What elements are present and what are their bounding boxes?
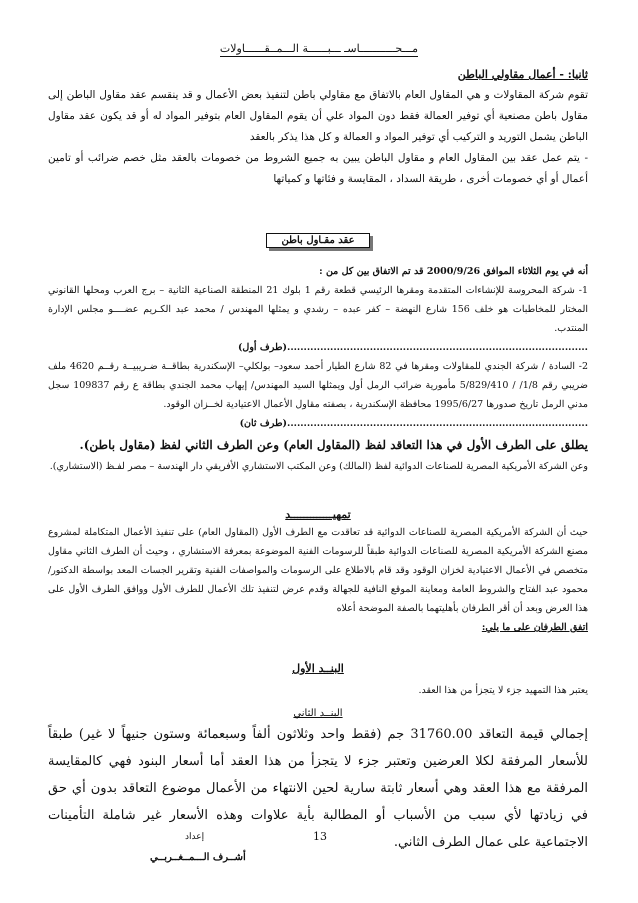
preamble-title: تمهيـــــــــــــد (285, 508, 351, 521)
section-second-title: ثانيا: - أعمال مقاولي الباطن (457, 68, 588, 81)
preamble-agreed: اتفق الطرفان على ما يلي: (481, 622, 588, 633)
alias-line: يطلق على الطرف الأول في هذا التعاقد لفظ (المقاول العام) وعن الطرف الثاني لفظ (مقاول باطن). (79, 438, 588, 452)
party2-text: 2- السادة / شركة الجندي للمقاولات ومقرها في 82 شارع الطيار أحمد سعود– بولكلي– الإسكندرية بطاقــة ضـريبيــة رقــم 4620 ملف ضريبي رقم 1/8/ / 5/829/410 مأمورية ضرائب الرمل أول ويمثلها السيد المهندس/ إيهاب محمد الجندي بطاقة ع رقم 109837 سجل مدني الرمل تاريخ صدورها 1995/6/27 محافظة الإسكندرية ، بصفته مقاول الأعمال الاعتيادية لخــزان الوقود. (48, 361, 588, 410)
header-title: مـــحـــــــــــاسـ ـــبــــــة الـــمــقــــــاولات (219, 42, 419, 55)
consultant-line: وعن الشركة الأمريكية المصرية للصناعات الدوائية لفظ (المالك) وعن المكتب الاستشاري الأفريقي دار الهندسة – مصر لفـظ (الاستشاري). (49, 461, 588, 472)
section-second (48, 68, 588, 190)
section-second-para2: - يتم عمل عقد بين المقاول العام و مقاول الباطن يبين به جميع الشروط من خصومات بالعقد مثل خصم ضرائب أو تامين أعمال أو أي خصومات أخرى ، طريقة السداد ، المقايسة و فئاتها و كمياتها (48, 152, 588, 185)
clause2-text: إجمالي قيمة التعاقد 31760.00 جم (فقط واحد وثلاثون ألفاً وسبعمائة وستون جنيهاً لا غير) طبقاً للأسعار المرفقة لكلا العرضين وتعتبر جزء لا يتجزأ من هذا العقد أما أسعار البنود فهي كالمقايسة المرفقة مع هذا العقد وهي أسعار ثابتة سارية لحين الانتهاء من الأعمال موضوع التعاقد بدون أي حق في زيادتها لأي سبب من الأسباب أو المطالبة بأية علاوات وهذه الأسعار غير شاملة التأمينات الاجتماعية على عمال الطرف الثاني. (48, 727, 588, 850)
party2-label: ...........................................................................................(طرف ثان) (239, 418, 588, 429)
clause1-text: يعتبر هذا التمهيد جزء لا يتجزأ من هذا العقد. (418, 685, 588, 696)
contract-parties (48, 262, 588, 476)
clause1-title: البنــد الأول (292, 662, 344, 675)
contract-box-wrap (48, 228, 588, 248)
party1-text: 1- شركة المحروسة للإنشاءات المتقدمة ومقرها الرئيسي قطعة رقم 1 بلوك 21 المنطقة الصناعية الثانية – برج العرب ومحلها القانوني المختار للمخاطبات هو خلف 156 شارع النهضة – كفر عبده – رشدي و يمثلها المهندس / محمد عبد الكـريم عضــــو مجلس الإدارة المنتدب. (48, 285, 588, 334)
party1-label: ...........................................................................................(طرف أول) (237, 342, 588, 353)
section-second-para1: تقوم شركة المقاولات و هي المقاول العام بالاتفاق مع مقاولي باطن لتنفيذ بعض الأعمال و قد ينقسم عقد مقاول الباطن إلى مقاول باطن مصنعية أي توفير العمالة فقط دون المواد علي أن يقوم المقاول العام بتوفير المواد له أو قد يكون عقد مقاول الباطن يشمل التوريد و التركيب أي توفير المواد و العمالة و كل هذا يذكر بالعقد (48, 89, 588, 143)
preamble (48, 508, 588, 637)
clause-1 (48, 662, 588, 700)
author-name: أشــرف الـــمــغــربــي (150, 852, 246, 863)
contract-intro: أنه في يوم الثلاثاء الموافق 2000/9/26 قد تم الاتفاق بين كل من : (319, 266, 588, 277)
preamble-text: حيث أن الشركة الأمريكية المصرية للصناعات الدوائية قد تعاقدت مع الطرف الأول (المقاول العام) على تنفيذ الأعمال المتكاملة لمشروع مصنع الشركة الأمريكية المصرية للصناعات الدوائية طبقاً للرسومات الفنية الموضوعة بمعرفة الاستشاري ، وحيث أن الطرف الثاني مقاول متخصص في الأعمال الاعتيادية لخزان الوقود وقد قام بالاطلاع على الرسومات والمواصفات الفنية وتقرير الجسات المعد بواسطة الدكتور/ محمود عبد الفتاح والشروط العامة ومعاينة الموقع النافية للجهالة وقدم عرض لتنفيذ تلك الأعمال للطرف الأول ووافق الطرف الأول على هذا العرض وبعد أن أقر الطرفان بأهليتهما بالصفة الموضحة أعلاه (48, 527, 588, 614)
clause2-title: البنــد الثاني (293, 708, 343, 719)
prepared-by-label: إعداد (185, 832, 205, 842)
page-number: 13 (313, 830, 327, 843)
contract-box-label: عقد مقـاول باطن (266, 233, 369, 248)
page-header (60, 42, 578, 55)
